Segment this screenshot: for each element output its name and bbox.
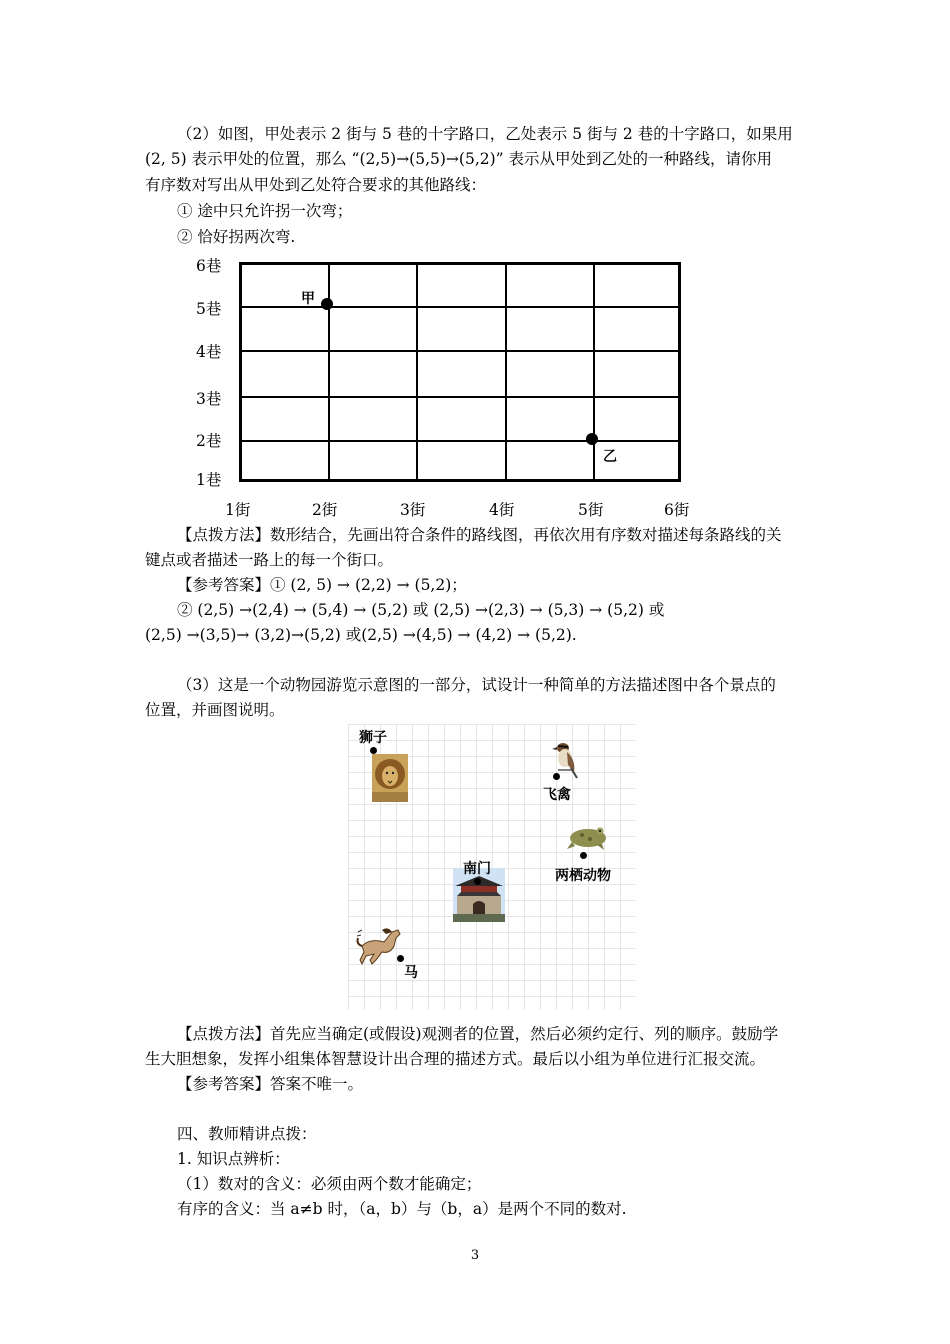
part2-line-2: (2, 5) 表示甲处的位置，那么 “(2,5)→(5,5)→(5,2)” 表示从甲处到乙处的一种路线，请你用 (145, 150, 773, 168)
part2-line-3: 有序数对写出从甲处到乙处符合要求的其他路线： (145, 176, 487, 194)
x-label-1: 1街 (225, 501, 251, 519)
y-label-6: 6巷 (196, 257, 222, 275)
x-label-2: 2街 (312, 501, 338, 519)
point-yi-label: 乙 (603, 449, 617, 465)
x-label-5: 5街 (578, 501, 604, 519)
point-yi-dot (586, 433, 598, 445)
section4-title: 四、教师精讲点拨： (177, 1125, 317, 1143)
x-label-4: 4街 (489, 501, 515, 519)
lion-dot (370, 747, 377, 754)
street-line (416, 265, 418, 479)
part3-line-2: 位置，并画图说明。 (145, 701, 285, 719)
condition-1: ① 途中只允许拐一次弯； (177, 202, 353, 220)
section4-sub1: 1. 知识点辨析： (177, 1150, 290, 1168)
lane-line (242, 440, 678, 442)
amphibian-dot (580, 852, 587, 859)
street-line (328, 265, 330, 479)
street-line (593, 265, 595, 479)
bird-label: 飞禽 (543, 787, 571, 803)
street-line (505, 265, 507, 479)
answer2-line-1: 【参考答案】① (2, 5) → (2,2) → (5,2)； (177, 576, 467, 594)
answer3: 【参考答案】答案不唯一。 (177, 1075, 364, 1093)
page-number: 3 (470, 1248, 480, 1263)
method2-line-1: 【点拨方法】数形结合，先画出符合条件的路线图，再依次用有序数对描述每条路线的关 (177, 526, 782, 544)
answer2-line-3: (2,5) →(3,5)→ (3,2)→(5,2) 或(2,5) →(4,5) → (4,2) → (5,2). (145, 626, 577, 644)
amphibian-label: 两栖动物 (555, 868, 611, 884)
section4-item1: （1）数对的含义：必须由两个数才能确定； (177, 1175, 482, 1193)
horse-dot (397, 955, 404, 962)
answer2-line-2: ② (2,5) →(2,4) → (5,4) → (5,2) 或 (2,5) →(2,3) → (5,3) → (5,2) 或 (177, 601, 665, 619)
frog-icon (566, 822, 610, 852)
part2-line-1: （2）如图，甲处表示 2 街与 5 巷的十字路口，乙处表示 5 街与 2 巷的十字路口，如果用 (177, 125, 793, 143)
south-gate-label: 南门 (463, 861, 491, 877)
x-label-3: 3街 (400, 501, 426, 519)
lion-icon (372, 754, 408, 802)
y-label-2: 2巷 (196, 432, 222, 450)
lion-label: 狮子 (359, 730, 387, 746)
condition-2: ② 恰好拐两次弯. (177, 228, 296, 246)
point-jia-label: 甲 (301, 291, 315, 307)
south-gate-dot (474, 878, 481, 885)
lane-line (242, 396, 678, 398)
lane-line (242, 350, 678, 352)
part3-line-1: （3）这是一个动物园游览示意图的一部分，试设计一种简单的方法描述图中各个景点的 (177, 676, 776, 694)
point-jia-dot (321, 298, 333, 310)
method2-line-2: 键点或者描述一路上的每一个街口。 (145, 551, 394, 569)
method3-line-1: 【点拨方法】首先应当确定(或假设)观测者的位置，然后必须约定行、列的顺序。鼓励学 (177, 1025, 779, 1043)
method3-line-2: 生大胆想象，发挥小组集体智慧设计出合理的描述方式。最后以小组为单位进行汇报交流。 (145, 1050, 766, 1068)
bird-dot (553, 773, 560, 780)
section4-item2: 有序的含义：当 a≠b 时，（a，b）与（b，a）是两个不同的数对. (177, 1200, 627, 1218)
y-label-1: 1巷 (196, 471, 222, 489)
x-label-6: 6街 (664, 501, 690, 519)
horse-label: 马 (404, 965, 418, 981)
y-label-3: 3巷 (196, 390, 222, 408)
y-label-5: 5巷 (196, 300, 222, 318)
y-label-4: 4巷 (196, 343, 222, 361)
